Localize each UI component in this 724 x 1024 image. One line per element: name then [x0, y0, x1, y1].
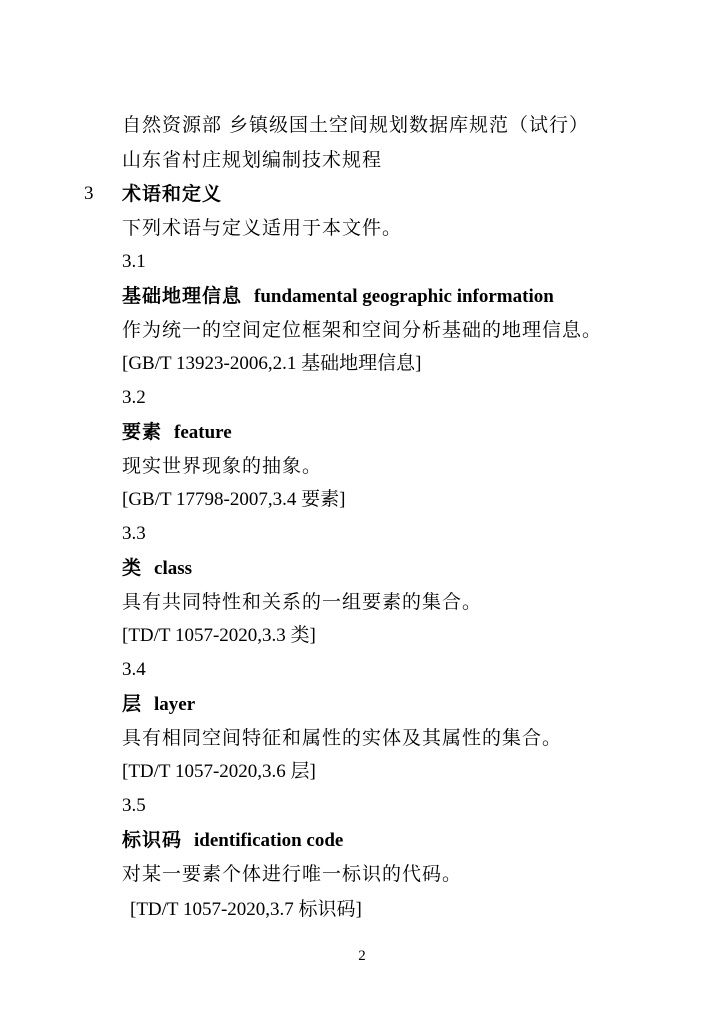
page-number: 2: [358, 948, 366, 964]
term-en: layer: [154, 694, 196, 715]
section-intro: 下列术语与定义适用于本文件。: [122, 217, 403, 239]
term-definition: 具有相同空间特征和属性的实体及其属性的集合。: [122, 727, 563, 749]
term-source: [GB/T 17798-2007,3.4 要素]: [122, 489, 346, 510]
term-en: identification code: [194, 830, 344, 851]
term-source: [TD/T 1057-2020,3.7 标识码]: [130, 899, 362, 920]
term-id: 3.5: [122, 795, 146, 816]
term-zh: 基础地理信息: [122, 285, 243, 307]
term-heading: [122, 828, 343, 853]
term-heading: [122, 284, 554, 309]
term-definition: 对某一要素个体进行唯一标识的代码。: [122, 863, 463, 885]
term-id: 3.3: [122, 523, 146, 544]
term-source: [GB/T 13923-2006,2.1 基础地理信息]: [122, 353, 422, 374]
term-id: 3.2: [122, 387, 146, 408]
term-zh: 层: [122, 693, 143, 715]
term-en: feature: [174, 422, 232, 443]
reference-line: 自然资源部 乡镇级国土空间规划数据库规范（试行）: [122, 114, 590, 136]
term-id: 3.1: [122, 251, 146, 272]
term-zh: 标识码: [122, 829, 183, 851]
term-zh: 要素: [122, 421, 163, 443]
term-heading: [122, 692, 195, 717]
section-number: 3: [84, 183, 94, 204]
term-heading: [122, 420, 232, 445]
term-definition: 作为统一的空间定位框架和空间分析基础的地理信息。: [122, 319, 603, 341]
reference-line: 山东省村庄规划编制技术规程: [122, 149, 383, 171]
term-heading: [122, 556, 192, 581]
term-definition: 现实世界现象的抽象。: [122, 455, 323, 477]
term-definition: 具有共同特性和关系的一组要素的集合。: [122, 591, 483, 613]
term-zh: 类: [122, 557, 143, 579]
section-title: 术语和定义: [122, 183, 223, 205]
term-source: [TD/T 1057-2020,3.3 类]: [122, 625, 316, 646]
term-id: 3.4: [122, 659, 146, 680]
term-en: fundamental geographic information: [254, 286, 554, 307]
term-en: class: [154, 558, 193, 579]
term-source: [TD/T 1057-2020,3.6 层]: [122, 761, 316, 782]
